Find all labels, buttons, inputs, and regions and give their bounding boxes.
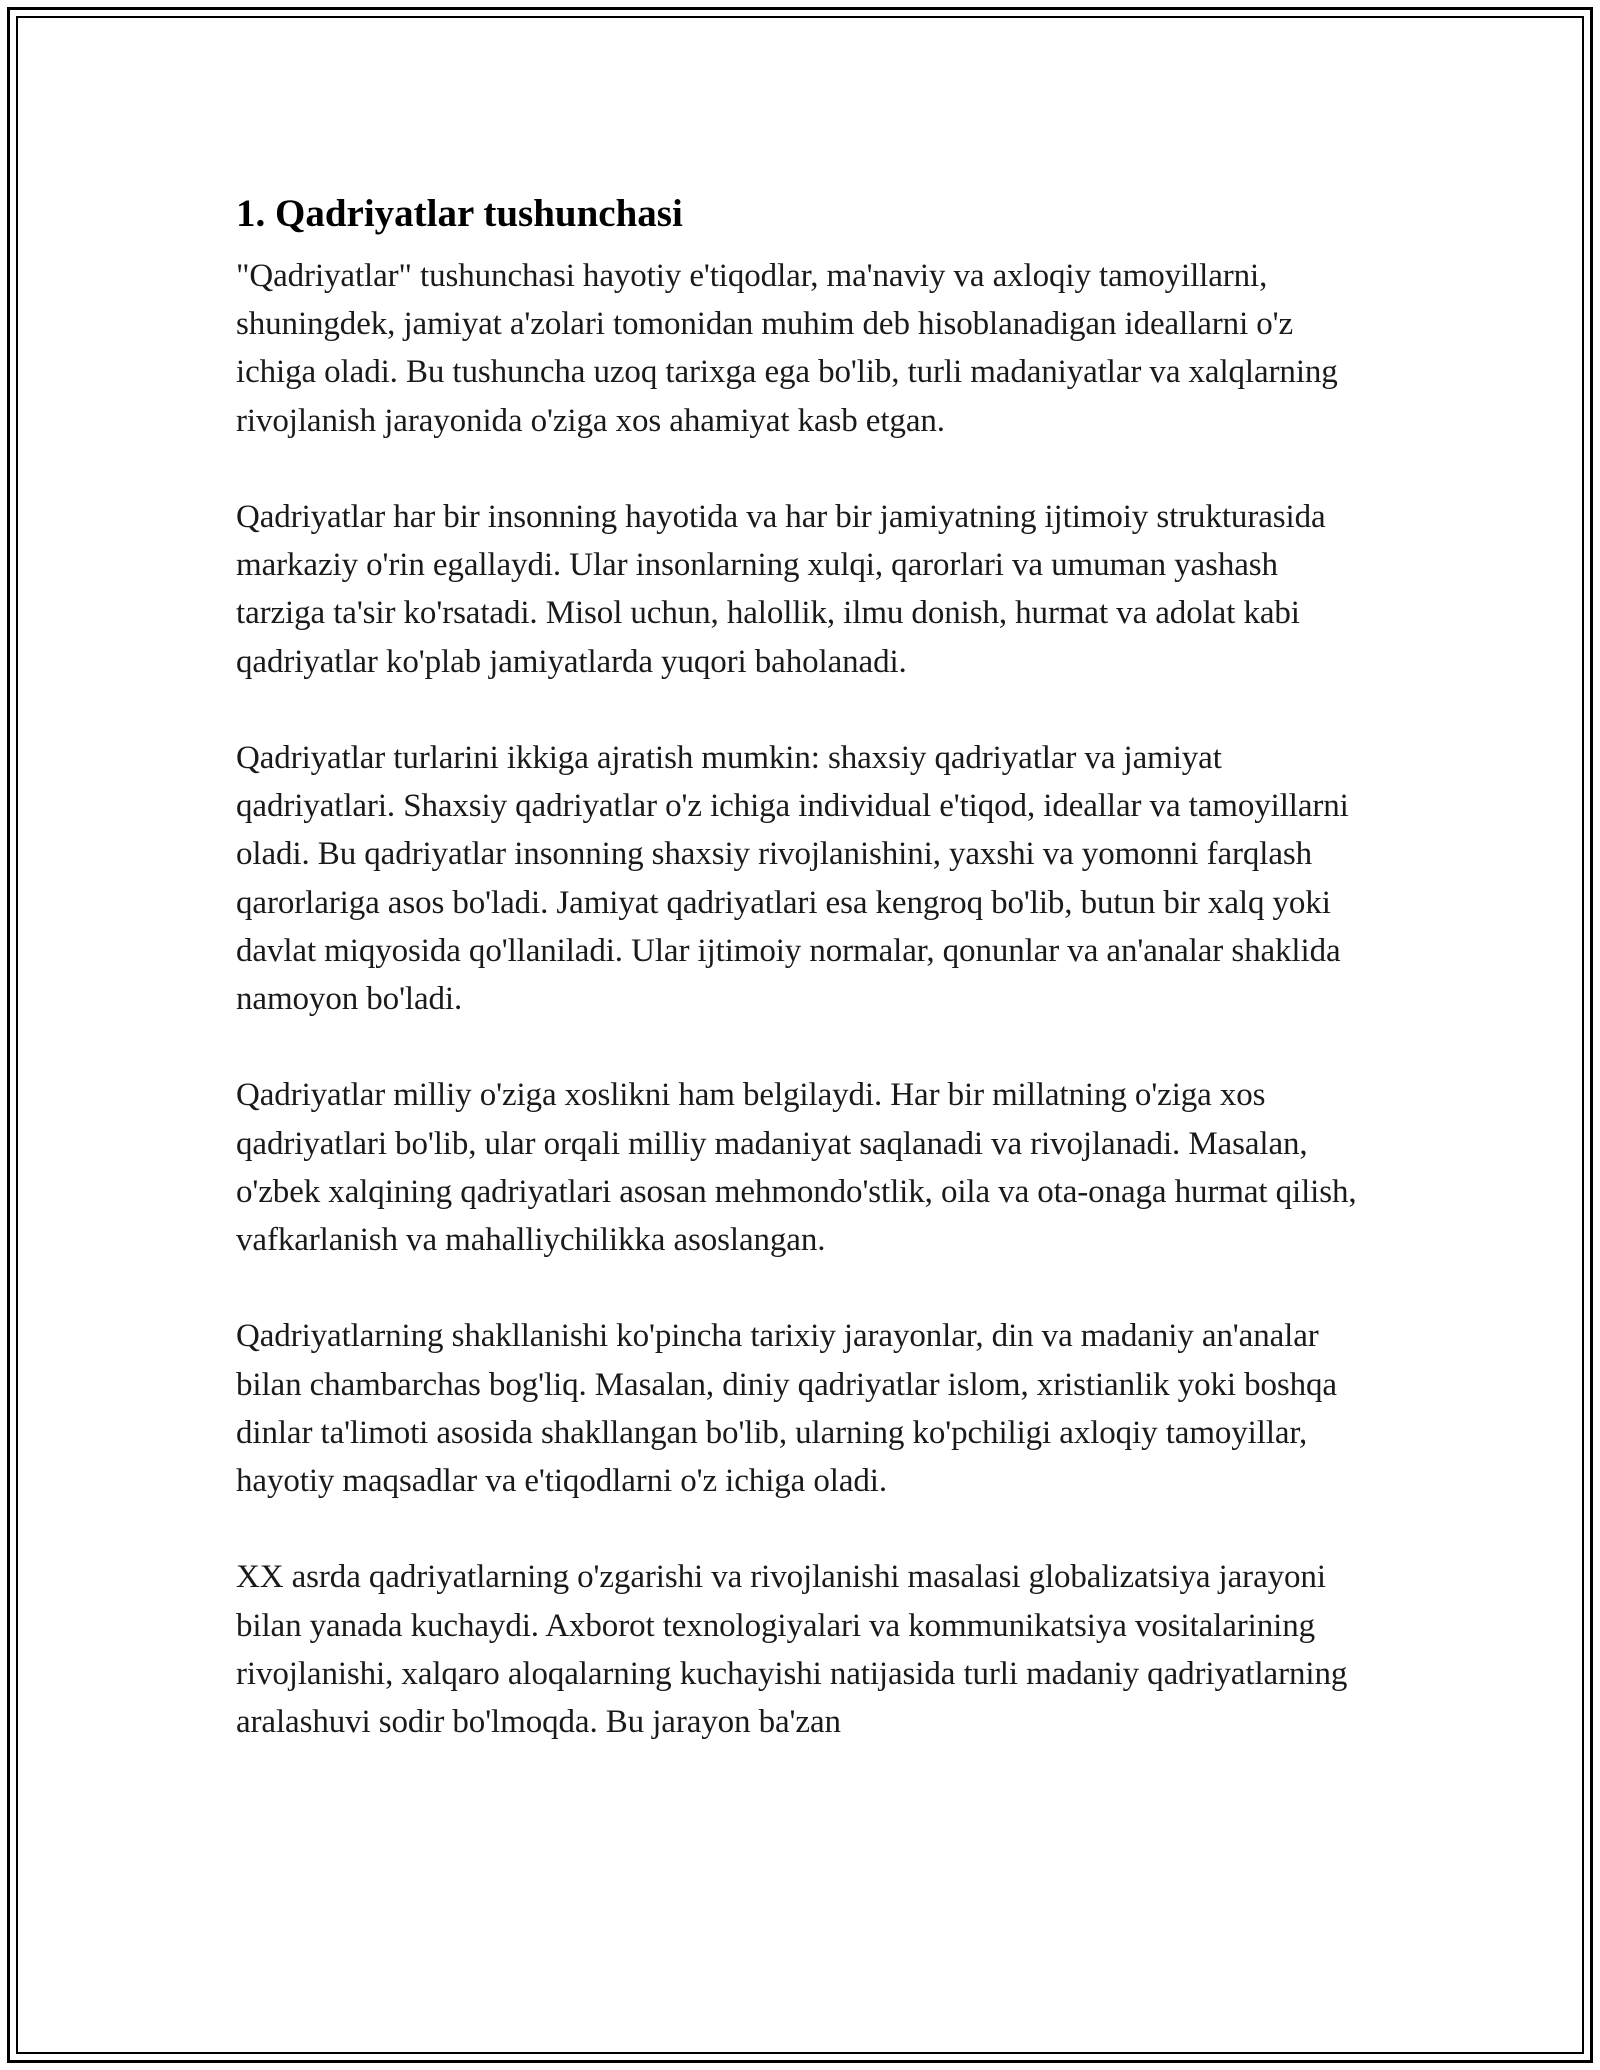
section-heading: 1. Qadriyatlar tushunchasi bbox=[236, 192, 683, 235]
paragraph-2: Qadriyatlar har bir insonning hayotida va har bir jamiyatning ijtimoiy strukturasida markaziy o'rin egallaydi. Ular insonlarning xulqi, qarorlari va umuman yashash tarziga ta'sir ko'rsatadi. Misol uchun, halollik, ilmu donish, hurmat va adolat kabi qadriyatlar ko'plab jamiyatlarda yuqori baholanadi. bbox=[236, 499, 1326, 680]
document-body bbox=[236, 184, 1374, 1794]
paragraph-6: XX asrda qadriyatlarning o'zgarishi va rivojlanishi masalasi globalizatsiya jarayoni bilan yanada kuchaydi. Axborot texnologiyalari va kommunikatsiya vositalarining rivojlanishi, xalqaro aloqalarning kuchayishi natijasida turli madaniy qadriyatlarning aralashuvi sodir bo'lmoqda. Bu jarayon ba'zan bbox=[236, 1559, 1348, 1741]
paragraph-3: Qadriyatlar turlarini ikkiga ajratish mumkin: shaxsiy qadriyatlar va jamiyat qadriyatlari. Shaxsiy qadriyatlar o'z ichiga individual e'tiqod, ideallar va tamoyillarni oladi. Bu qadriyatlar insonning shaxsiy rivojlanishini, yaxshi va yomonni farqlash qarorlariga asos bo'ladi. Jamiyat qadriyatlari esa kengroq bo'lib, butun bir xalq yoki davlat miqyosida qo'llaniladi. Ular ijtimoiy normalar, qonunlar va an'analar shaklida namoyon bo'ladi. bbox=[236, 740, 1349, 1018]
paragraph-4: Qadriyatlar milliy o'ziga xoslikni ham belgilaydi. Har bir millatning o'ziga xos qadriyatlari bo'lib, ular orqali milliy madaniyat saqlanadi va rivojlanadi. Masalan, o'zbek xalqining qadriyatlari asosan mehmondo'stlik, oila va ota-onaga hurmat qilish, vafkarlanish va mahalliychilikka asoslangan. bbox=[236, 1077, 1357, 1259]
paragraph-1: "Qadriyatlar" tushunchasi hayotiy e'tiqodlar, ma'naviy va axloqiy tamoyillarni, shuningdek, jamiyat a'zolari tomonidan muhim deb hisoblanadigan ideallarni o'z ichiga oladi. Bu tushuncha uzoq tarixga ega bo'lib, turli madaniyatlar va xalqlarning rivojlanish jarayonida o'ziga xos ahamiyat kasb etgan. bbox=[236, 258, 1338, 439]
paragraph-5: Qadriyatlarning shakllanishi ko'pincha tarixiy jarayonlar, din va madaniy an'analar bilan chambarchas bog'liq. Masalan, diniy qadriyatlar islom, xristianlik yoki boshqa dinlar ta'limoti asosida shakllangan bo'lib, ularning ko'pchiligi axloqiy tamoyillar, hayotiy maqsadlar va e'tiqodlarni o'z ichiga oladi. bbox=[236, 1318, 1337, 1500]
